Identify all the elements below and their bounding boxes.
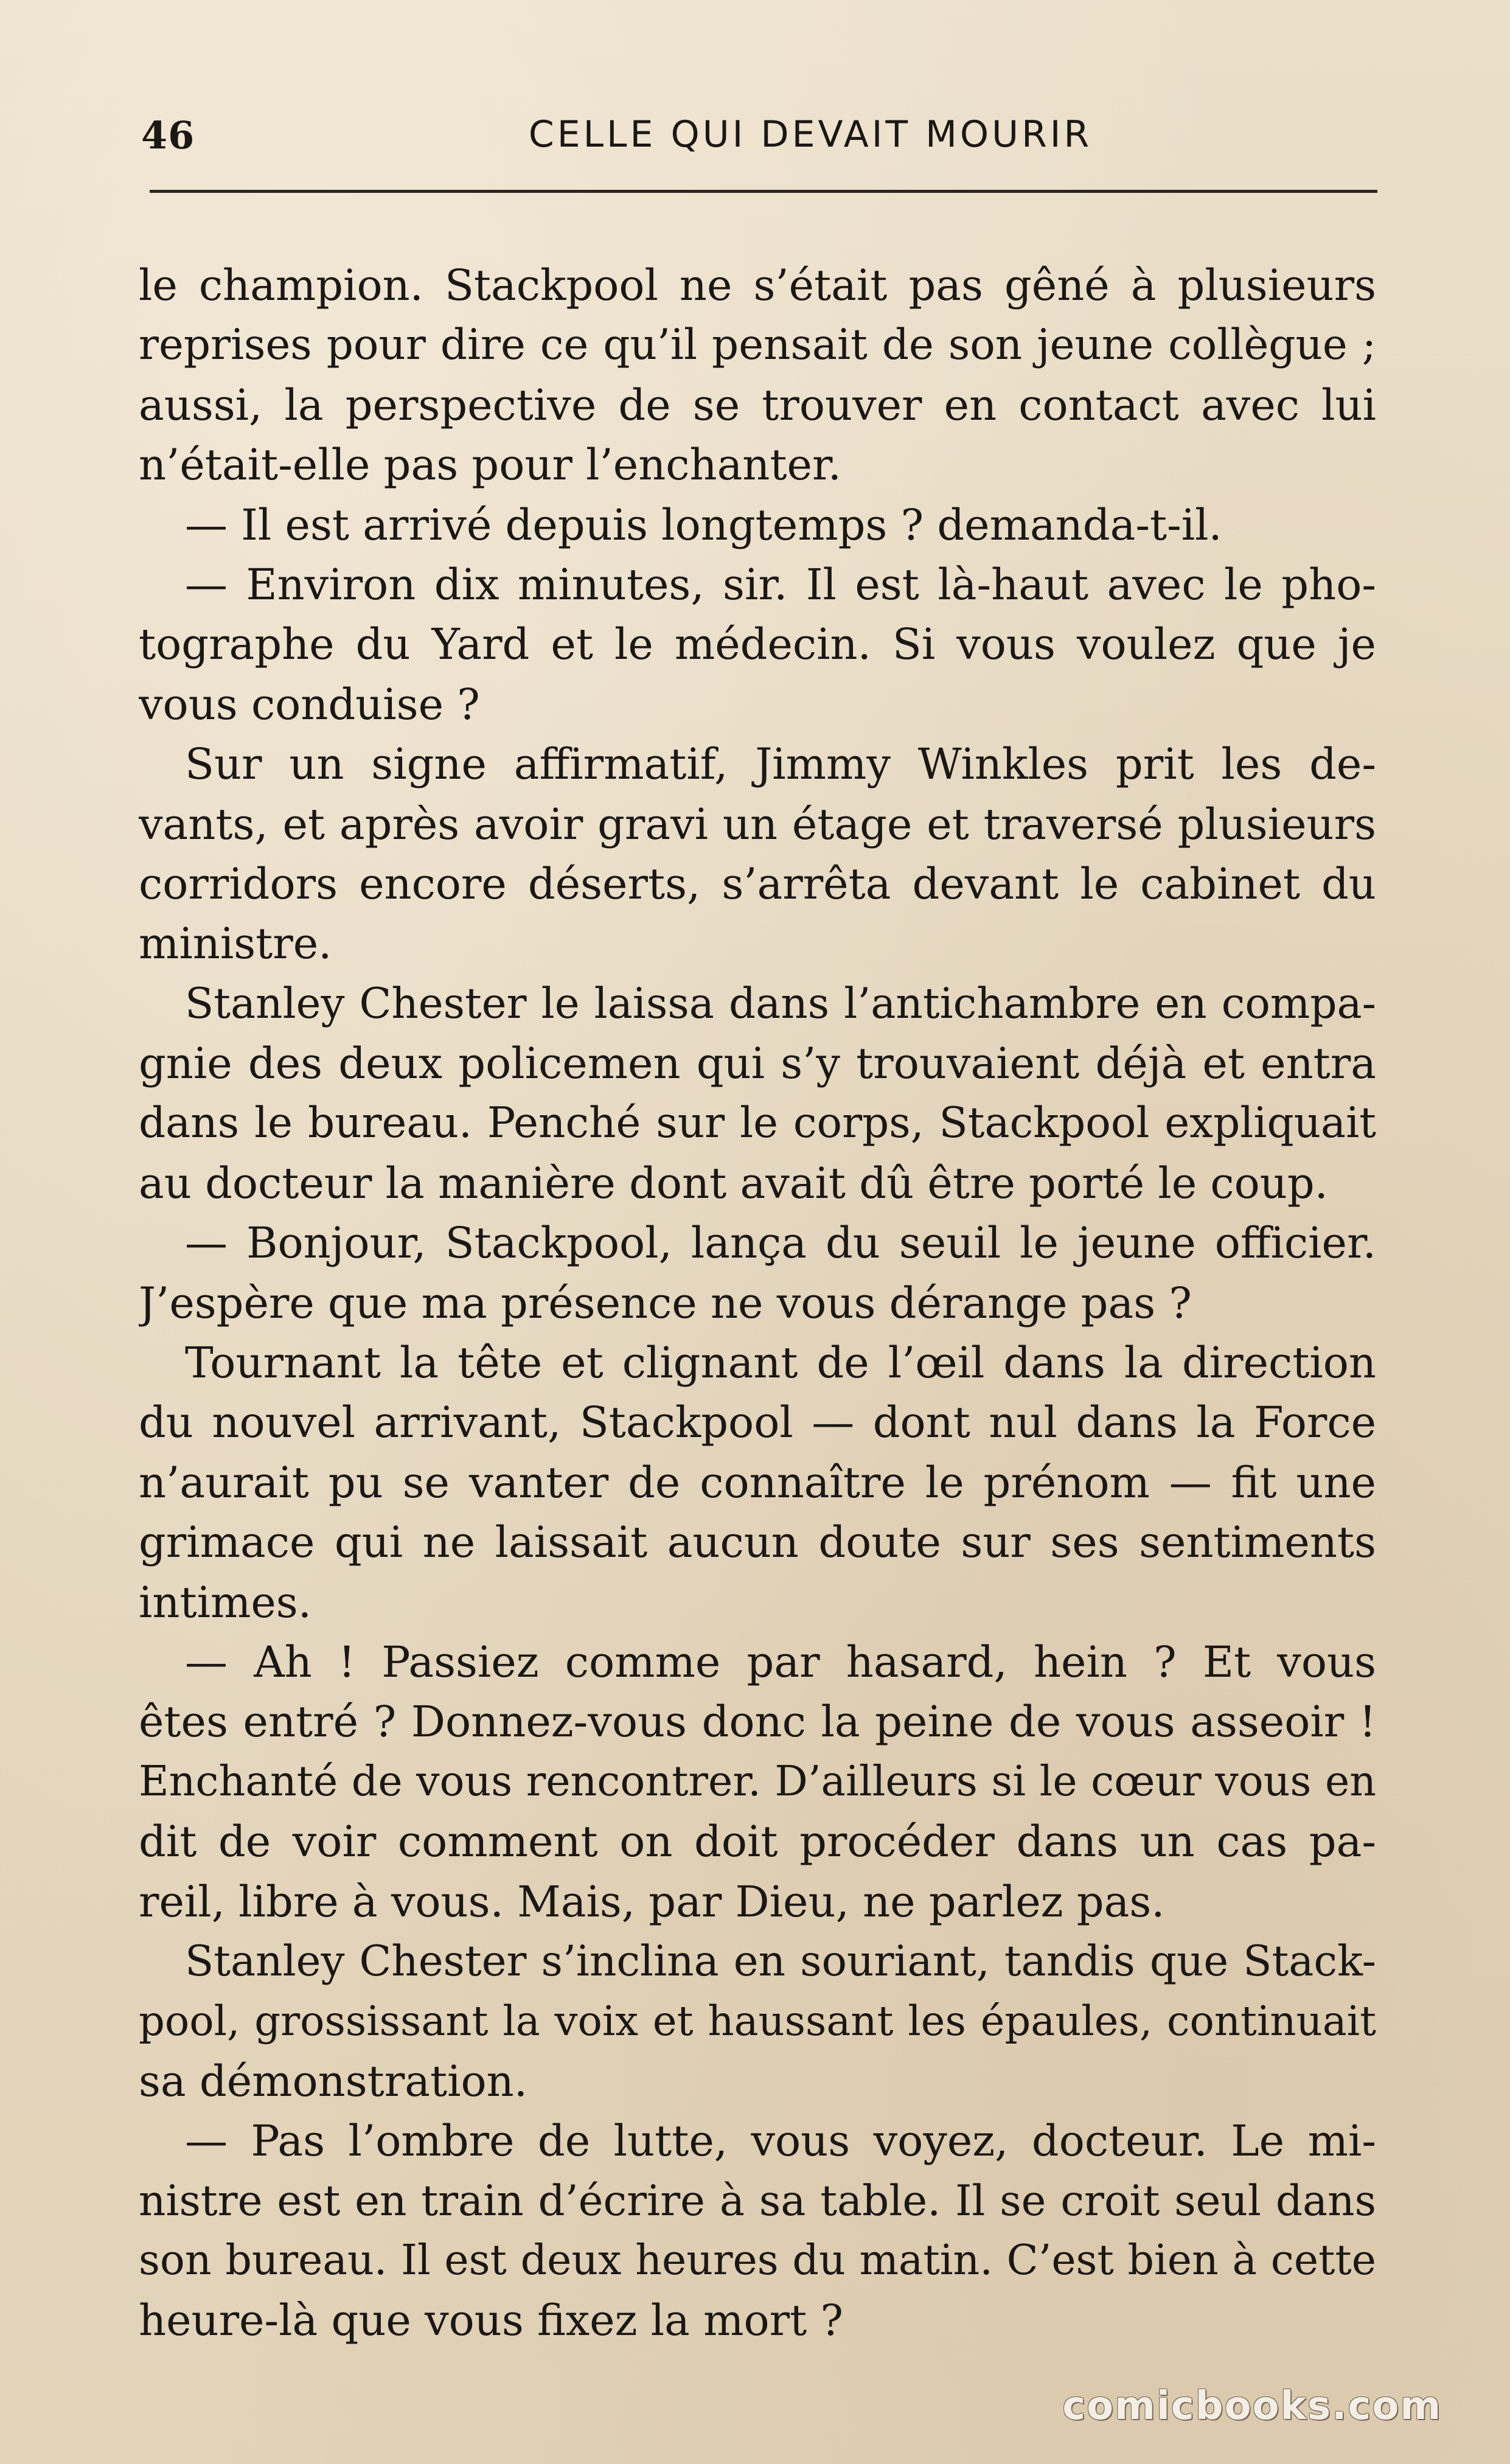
text-line: — Ah ! Passiez comme par hasard, hein ? Et vous xyxy=(185,1637,1376,1687)
text-line: Enchanté de vous rencontrer. D’ailleurs si le cœur vous en xyxy=(139,1757,1376,1806)
page-header xyxy=(141,113,1376,168)
text-line: intimes. xyxy=(139,1577,311,1627)
text-line: pool, grossissant la voix et haussant les épaules, continuait xyxy=(139,1997,1376,2045)
text-line: — Il est arrivé depuis longtemps ? demanda-t-il. xyxy=(185,499,1222,550)
text-line: êtes entré ? Donnez-vous donc la peine de vous asseoir ! xyxy=(139,1697,1376,1747)
text-line: ministre. xyxy=(139,919,332,969)
text-line: grimace qui ne laissait aucun doute sur ses sentiments xyxy=(139,1517,1376,1568)
text-line: reil, libre à vous. Mais, par Dieu, ne parlez pas. xyxy=(139,1876,1165,1927)
text-line: dit de voir comment on doit procéder dans un cas pa- xyxy=(139,1817,1376,1867)
running-title: CELLE QUI DEVAIT MOURIR xyxy=(528,113,1093,156)
text-line: le champion. Stackpool ne s’était pas gêné à plusieurs xyxy=(139,260,1376,310)
watermark: comicbooks.com xyxy=(1062,2384,1442,2429)
text-line: reprises pour dire ce qu’il pensait de son jeune collègue ; xyxy=(139,321,1376,370)
text-line: aussi, la perspective de se trouver en contact avec lui xyxy=(139,380,1376,430)
text-line: corridors encore déserts, s’arrêta devant le cabinet du xyxy=(139,858,1376,909)
text-line: — Bonjour, Stackpool, lança du seuil le jeune officier. xyxy=(185,1218,1376,1269)
text-line: sa démonstration. xyxy=(139,2056,527,2106)
text-line: vous conduise ? xyxy=(139,679,480,729)
text-line: Stanley Chester s’inclina en souriant, tandis que Stack- xyxy=(185,1937,1376,1986)
text-line: nistre est en train d’écrire à sa table. Il se croit seul dans xyxy=(139,2176,1376,2226)
text-line: n’était-elle pas pour l’enchanter. xyxy=(139,440,841,490)
body-text xyxy=(139,256,1376,2351)
text-line: heure-là que vous fixez la mort ? xyxy=(139,2295,844,2346)
text-line: tographe du Yard et le médecin. Si vous voulez que je xyxy=(139,619,1376,670)
header-rule xyxy=(150,190,1377,193)
text-line: vants, et après avoir gravi un étage et traversé plusieurs xyxy=(139,799,1376,849)
text-line: — Pas l’ombre de lutte, vous voyez, docteur. Le mi- xyxy=(185,2116,1376,2166)
text-line: J’espère que ma présence ne vous dérange pas ? xyxy=(139,1278,1192,1328)
text-line: — Environ dix minutes, sir. Il est là-haut avec le pho- xyxy=(185,559,1376,610)
text-line: dans le bureau. Penché sur le corps, Stackpool expliquait xyxy=(139,1099,1376,1148)
text-line: Sur un signe affirmatif, Jimmy Winkles prit les de- xyxy=(185,739,1376,790)
text-line: du nouvel arrivant, Stackpool — dont nul dans la Force xyxy=(139,1397,1376,1448)
text-line: gnie des deux policemen qui s’y trouvaient déjà et entra xyxy=(139,1039,1376,1089)
text-line: son bureau. Il est deux heures du matin. C’est bien à cette xyxy=(139,2236,1376,2285)
page-number: 46 xyxy=(141,113,195,158)
text-line: Stanley Chester le laissa dans l’antichambre en compa- xyxy=(185,979,1376,1028)
text-line: au docteur la manière dont avait dû être porté le coup. xyxy=(139,1158,1328,1208)
text-line: n’aurait pu se vanter de connaître le prénom — fit une xyxy=(139,1457,1376,1508)
text-line: Tournant la tête et clignant de l’œil dans la direction xyxy=(185,1338,1376,1388)
